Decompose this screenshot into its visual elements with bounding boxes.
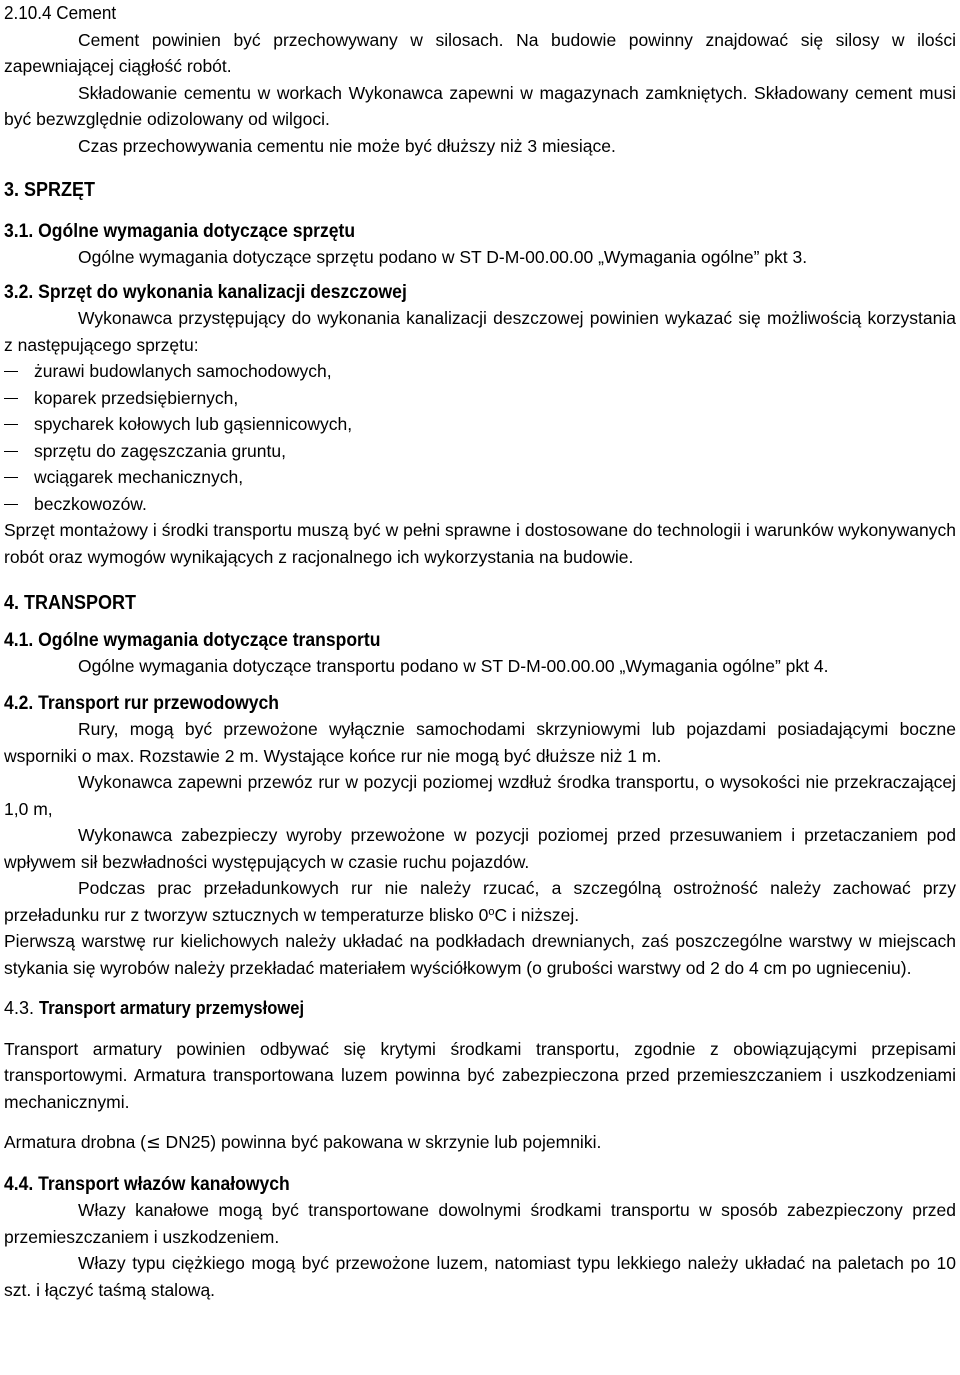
text-span: Podczas prac przeładunkowych rur nie należy rzucać, a szczególną ostrożność należy zachować przy przeładunku rur z tworzyw sztucznych w temperaturze blisko 0 xyxy=(4,878,956,925)
subsection-heading: 4.4. Transport włazów kanałowych xyxy=(4,1172,290,1195)
dash-bullet xyxy=(4,477,18,478)
list-item xyxy=(4,358,956,385)
list-item xyxy=(4,411,956,438)
equipment-list xyxy=(4,358,956,517)
paragraph: Ogólne wymagania dotyczące sprzętu podano w ST D-M-00.00.00 „Wymagania ogólne” pkt 3. xyxy=(78,247,808,267)
dash-bullet xyxy=(4,424,18,425)
list-item-text: żurawi budowlanych samochodowych, xyxy=(34,361,332,381)
paragraph: Czas przechowywania cementu nie może być dłuższy niż 3 miesiące. xyxy=(78,135,616,156)
paragraph: Włazy kanałowe mogą być transportowane dowolnymi środkami transportu w sposób zabezpieczony przed przemieszczaniem i uszkodzeniem. xyxy=(4,1200,956,1247)
subsection-number: 4.3. xyxy=(4,998,35,1018)
list-item-text: spycharek kołowych lub gąsiennicowych, xyxy=(34,414,353,434)
list-item-text: wciągarek mechanicznych, xyxy=(34,467,244,487)
subsection-heading: 4.2. Transport rur przewodowych xyxy=(4,691,280,714)
paragraph: Rury, mogą być przewożone wyłącznie samochodami skrzyniowymi lub pojazdami posiadającymi boczne wsporniki o max. Rozstawie 2 m. Wystające końce rur nie mogą być dłuższe niż 1 m. xyxy=(4,719,956,766)
list-item-text: sprzętu do zagęszczania gruntu, xyxy=(34,440,286,461)
dash-bullet xyxy=(4,451,18,452)
paragraph: Wykonawca zapewni przewóz rur w pozycji poziomej wzdłuż środka transportu, o wysokości nie przekraczającej 1,0 m, xyxy=(4,772,956,819)
list-item xyxy=(4,438,956,465)
paragraph: Wykonawca przystępujący do wykonania kanalizacji deszczowej powinien wykazać się możliwością korzystania z następującego sprzętu: xyxy=(4,308,956,355)
less-equal-symbol: ≤ xyxy=(146,1133,161,1153)
text-span: DN25) powinna być pakowana w skrzynie lub pojemniki. xyxy=(160,1132,602,1152)
subsection-heading: 4.1. Ogólne wymagania dotyczące transportu xyxy=(4,628,381,651)
subsection-heading: 3.2. Sprzęt do wykonania kanalizacji deszczowej xyxy=(4,280,407,303)
text-span: C i niższej. xyxy=(494,904,580,925)
paragraph: Wykonawca zabezpieczy wyroby przewożone w pozycji poziomej przed przesuwaniem i przetaczaniem pod wpływem sił bezwładności występujących w czasie ruchu pojazdów. xyxy=(4,825,956,872)
subsection-heading xyxy=(4,995,956,1022)
list-item xyxy=(4,491,956,518)
paragraph: Cement powinien być przechowywany w silosach. Na budowie powinny znajdować się silosy w ilości zapewniającej ciągłość robót. xyxy=(4,29,956,76)
paragraph xyxy=(4,875,956,928)
section-3 xyxy=(4,177,956,570)
dash-bullet xyxy=(4,398,18,399)
dash-bullet xyxy=(4,371,18,372)
list-item-text: koparek przedsiębiernych, xyxy=(34,387,239,408)
section-heading xyxy=(4,0,908,27)
list-item-text: beczkowozów. xyxy=(34,493,147,514)
paragraph: Pierwszą warstwę rur kielichowych należy układać na podkładach drewnianych, zaś poszczególne warstwy w miejscach stykania się wyrobów należy przekładać materiałem wyściółkowym (o grubości warstwy od 2 do 4 cm po ugnieceniu). xyxy=(4,931,956,978)
paragraph: Transport armatury powinien odbywać się krytymi środkami transportu, zgodnie z obowiązującymi przepisami transportowymi. Armatura transportowana luzem powinna być zabezpieczona przed przemieszczaniem i uszkodzeniami mechanicznymi. xyxy=(4,1038,956,1112)
text-span: Armatura drobna ( xyxy=(4,1132,147,1152)
paragraph: Sprzęt montażowy i środki transportu muszą być w pełni sprawne i dostosowane do technologii i warunków wykonywanych robót oraz wymogów wynikających z racjonalnego ich wykorzystania na budowie. xyxy=(4,520,956,567)
section-2-10-4 xyxy=(4,0,956,159)
section-4 xyxy=(4,590,956,1303)
paragraph: Włazy typu ciężkiego mogą być przewożone luzem, natomiast typu lekkiego należy układać na paletach po 10 szt. i łączyć taśmą stalową. xyxy=(4,1253,956,1300)
list-item xyxy=(4,464,956,491)
subsection-title: Transport armatury przemysłowej xyxy=(39,998,305,1018)
dash-bullet xyxy=(4,504,18,505)
list-item xyxy=(4,385,956,412)
degree-sup: o xyxy=(488,905,495,918)
paragraph: Ogólne wymagania dotyczące transportu podano w ST D-M-00.00.00 „Wymagania ogólne” pkt 4. xyxy=(78,656,829,676)
paragraph xyxy=(4,1129,956,1157)
heading-text: 2.10.4 Cement xyxy=(4,3,117,23)
subsection-heading: 3.1. Ogólne wymagania dotyczące sprzętu xyxy=(4,219,356,242)
section-heading: 3. SPRZĘT xyxy=(4,179,96,201)
paragraph: Składowanie cementu w workach Wykonawca zapewni w magazynach zamkniętych. Składowany cement musi być bezwzględnie odizolowany od wilgoci. xyxy=(4,82,956,129)
section-heading: 4. TRANSPORT xyxy=(4,592,137,614)
